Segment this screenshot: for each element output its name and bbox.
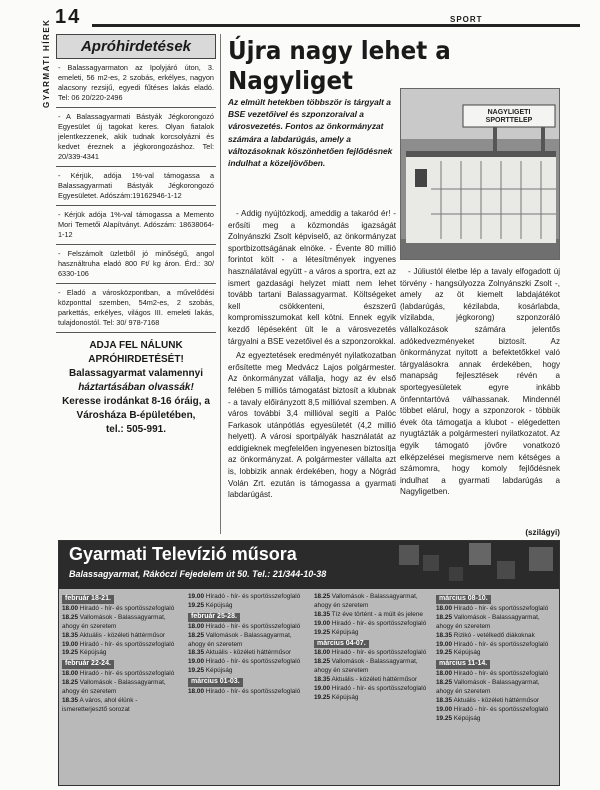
- tv-program-time: 18.25: [314, 593, 330, 600]
- tv-program-title: Híradó - hír- és sportösszefoglaló: [205, 688, 301, 696]
- tv-program-box: [58, 540, 560, 786]
- tv-program-entry: [436, 670, 554, 679]
- tv-program-title: Tíz éve történt - a múlt és jelene: [331, 610, 423, 618]
- tv-program-entry: [436, 649, 554, 658]
- tv-program-entry: [188, 632, 306, 650]
- tv-program-title: Híradó - hír- és sportösszefoglaló: [79, 604, 175, 612]
- tv-program-time: 18.35: [436, 631, 452, 639]
- tv-date-range: március 11-14.: [436, 660, 490, 669]
- tv-program-entry: [188, 593, 306, 602]
- tv-program-title: Vallomások - Balassagyarmat, ahogy én szeretem: [314, 593, 418, 609]
- tv-program-entry: [314, 676, 432, 685]
- tv-program-entry: [314, 685, 432, 694]
- ads-list: [56, 59, 216, 333]
- section-label: SPORT: [450, 15, 483, 24]
- tv-program-time: 18.25: [436, 679, 452, 687]
- tv-date-range: március 04-07.: [314, 640, 369, 649]
- tv-program-title: Vallomások - Balassagyarmat, ahogy én szeretem: [436, 679, 540, 696]
- tv-program-time: 19.00: [62, 640, 78, 648]
- tv-program-entry: [62, 649, 180, 658]
- tv-schedule-column: [188, 593, 306, 697]
- tv-date-range: február 25-28.: [188, 613, 240, 622]
- tv-program-time: 19.00: [436, 705, 452, 713]
- tv-program-time: 18.00: [62, 670, 78, 678]
- tv-program-title: Vallomások - Balassagyarmat, ahogy én szeretem: [436, 613, 540, 630]
- article-headline: Újra nagy lehet a Nagyliget: [228, 36, 451, 95]
- tv-program-entry: [436, 715, 554, 724]
- tv-program-title: Képújság: [331, 693, 359, 701]
- tv-program-time: 18.25: [436, 613, 452, 621]
- tv-program-title: Híradó - hír- és sportösszefoglaló: [453, 640, 549, 648]
- tv-program-title: Képújság: [205, 667, 233, 675]
- ads-promo: [56, 333, 216, 443]
- tv-program-title: Aktuális - közéleti háttérműsor: [453, 696, 540, 704]
- tv-program-time: 19.25: [188, 601, 204, 609]
- classified-ad: - Balassagyarmaton az Ipolyjáró úton, 3. emeleti, 56 m2-es, 2 szobás, erkélyes, nagyon alacsony rezsijű, egyedi fűtéses lakás eladó. Tel: 06 20/220-2496: [56, 59, 216, 108]
- article-byline: (szilágyi): [525, 528, 560, 537]
- ads-column: [56, 34, 216, 443]
- tv-program-time: 19.25: [188, 667, 204, 675]
- stadium-sign: NAGYLIGETI SPORTTELEP: [485, 109, 533, 124]
- tv-program-entry: [314, 611, 432, 620]
- tv-program-title: Vallomások - Balassagyarmat, ahogy én szeretem: [62, 679, 166, 696]
- tv-date-range: február 18-21.: [62, 595, 114, 604]
- tv-program-time: 18.35: [62, 696, 78, 704]
- tv-program-time: 18.25: [62, 613, 78, 621]
- tv-program-time: 19.25: [62, 649, 78, 657]
- tv-program-title: Képújság: [205, 601, 233, 609]
- side-label: GYARMATI HÍREK: [42, 18, 51, 108]
- tv-program-title: Vallomások - Balassagyarmat, ahogy én szeretem: [62, 613, 166, 630]
- tv-program-time: 19.00: [436, 640, 452, 648]
- tv-program-title: Aktuális - közéleti háttérműsor: [331, 676, 418, 684]
- tv-program-time: 18.25: [314, 658, 330, 666]
- tv-program-title: Híradó - hír- és sportösszefoglaló: [453, 705, 549, 713]
- tv-program-title: Híradó - hír- és sportösszefoglaló: [79, 640, 175, 648]
- tv-program-time: 19.00: [188, 658, 204, 666]
- stadium-photo: [400, 88, 560, 260]
- tv-program-entry: [436, 605, 554, 614]
- tv-program-title: Rizikó - vetélkedő diákoknak: [453, 631, 535, 639]
- tv-program-title: Híradó - hír- és sportösszefoglaló: [331, 685, 427, 693]
- tv-date-range: március 01-03.: [188, 678, 243, 687]
- tv-program-time: 19.25: [314, 628, 330, 636]
- tv-program-time: 19.00: [314, 619, 330, 627]
- tv-program-time: 19.25: [314, 693, 330, 701]
- tv-program-entry: [188, 602, 306, 611]
- tv-program-entry: [314, 658, 432, 676]
- tv-program-time: 18.00: [62, 604, 78, 612]
- tv-program-entry: [314, 593, 432, 611]
- tv-schedule-column: [314, 593, 432, 703]
- article-paragraph: - Addig nyújtózkodj, ameddig a takaród ér! - erősíti meg a közmondás igazságát Zolnyánszki Zsolt képviselő, az önkormányzat sportbizottságának elnöke. - Évente 80 millió forintot költ - a létesítmények ingyenes használatával együtt - a város a sportra, ezt az ismert gazdasági helyzet miatt nem lehet tovább tartani Balassagyarmat. Költségeket kell csökkenteni, észszerű kompromisszumokat kell kötni. Ennek egyik kezdő lépéseként ült le a városvezetés tárgyalni a BSE vezetőivel és a szponzorokkal.: [228, 209, 396, 346]
- tv-program-time: 18.25: [62, 679, 78, 687]
- tv-program-entry: [188, 623, 306, 632]
- tv-program-time: 18.25: [188, 631, 204, 639]
- tv-program-title: Képújság: [331, 628, 359, 636]
- tv-program-time: 19.00: [188, 593, 204, 600]
- promo-line-3: háztartásában olvassák!: [78, 382, 194, 393]
- tv-program-title: Képújság: [453, 649, 481, 657]
- tv-program-entry: [436, 706, 554, 715]
- tv-program-time: 18.00: [436, 604, 452, 612]
- tv-program-title: Aktuális - közéleti háttérműsor: [79, 631, 166, 639]
- tv-address: Balassagyarmat, Rákóczi Fejedelem út 50. Tel.: 21/344-10-38: [69, 569, 327, 579]
- tv-program-time: 19.00: [314, 685, 330, 693]
- article-column-1: [228, 208, 396, 501]
- tv-date-range: február 22-24.: [62, 660, 114, 669]
- tv-program-time: 18.00: [436, 670, 452, 678]
- tv-program-entry: [62, 641, 180, 650]
- tv-program-time: 18.35: [314, 610, 330, 618]
- article-column-2: [400, 266, 560, 498]
- tv-program-time: 18.00: [314, 649, 330, 657]
- tv-program-entry: [436, 632, 554, 641]
- classified-ad: - Eladó a városközpontban, a művelődési központtal szemben, 54m2-es, 2 szobás, parkettás, erkélyes, világos III. emeleti lakás, tulajdonostól. Tel: 30/ 978-7168: [56, 284, 216, 333]
- tv-program-title: Képújság: [453, 714, 481, 722]
- tv-program-entry: [436, 614, 554, 632]
- tv-program-title: Aktuális - közéleti háttérműsor: [205, 649, 292, 657]
- tv-program-entry: [188, 667, 306, 676]
- tv-program-entry: [62, 670, 180, 679]
- tv-program-title: Híradó - hír- és sportösszefoglaló: [205, 658, 301, 666]
- classified-ad: - Felszámolt üzletből jó minőségű, angol használtruha eladó 800 Ft/ kg áron. Érd.: 30/ 6330-106: [56, 245, 216, 284]
- promo-line-4: Keresse irodánkat 8-16 óráig, a Városháza B-épületében,: [62, 396, 210, 421]
- page-number: 14: [55, 6, 82, 28]
- tv-program-entry: [62, 697, 180, 715]
- tv-program-time: 18.35: [436, 696, 452, 704]
- tv-program-time: 18.35: [188, 649, 204, 657]
- article-lead: Az elmúlt hetekben többször is tárgyalt a BSE vezetőivel és szponzoraival a városvezetés. Fontos az önkormányzat számára a labdarúgás, amely a változásoknak köszönhetően fejlődésnek indulhat a közeljövőben.: [228, 97, 393, 169]
- tv-program-entry: [436, 641, 554, 650]
- tv-program-title: Híradó - hír- és sportösszefoglaló: [453, 604, 549, 612]
- promo-line-5: tel.: 505-991.: [105, 424, 167, 435]
- classified-ad: - A Balassagyarmati Bástyák Jégkorongozó Egyesület új tagokat keres. Olyan fiatalok jelentkezzenek, akik tudnak korcsolyázni és kedvet éreznek a jégkorongozáshoz. Tel: 20/339-4341: [56, 108, 216, 167]
- tv-program-title: Híradó - hír- és sportösszefoglaló: [205, 622, 301, 630]
- promo-line-1: ADJA FEL NÁLUNK APRÓHIRDETÉSÉT!: [88, 340, 184, 365]
- tv-program-time: 18.35: [314, 676, 330, 684]
- promo-line-2: Balassagyarmat valamennyi: [69, 368, 203, 379]
- tv-program-entry: [314, 694, 432, 703]
- tv-program-time: 18.00: [188, 622, 204, 630]
- tv-program-title: Híradó - hír- és sportösszefoglaló: [79, 670, 175, 678]
- tv-program-title: A város, ahol élünk - ismeretterjesztő sorozat: [62, 696, 138, 713]
- tv-program-entry: [62, 605, 180, 614]
- tv-program-entry: [62, 614, 180, 632]
- article-paragraph: Az egyeztetések eredményét nyilatkozatban erősítette meg Medvácz Lajos polgármester. Az önkormányzat vállalja, hogy az év első felében 5 milliós támogatást biztosít a klubnak - a tavaly előirányzott 8,5 millióval szemben. A város további 3,4 millióval segíti a Palóc Farkasok utánpótlás egyesületét (4,2 millió helyett). A városi sportpályák használatát az eddigieknek megfelelően ingyenesen biztosítja az önkormányzat. A polgármester vállalta azt is, lobbizik annak érdekében, hogy a Nógrád Volán Zrt. ezután is támogassa a gyarmati labdarúgást.: [228, 351, 396, 500]
- tv-program-time: 18.00: [188, 688, 204, 696]
- ads-title: Apróhirdetések: [56, 34, 216, 59]
- tv-program-title: Vallomások - Balassagyarmat, ahogy én szeretem: [188, 631, 292, 648]
- column-divider: [220, 34, 221, 534]
- tv-program-entry: [314, 629, 432, 638]
- tv-program-time: 18.35: [62, 631, 78, 639]
- classified-ad: - Kérjük adója 1%-val támogassa a Memento Mori Temetői Alapítványt. Adószám: 18638064-1-12: [56, 206, 216, 245]
- tv-program-entry: [188, 688, 306, 697]
- tv-program-entry: [314, 649, 432, 658]
- tv-title: Gyarmati Televízió műsora: [69, 544, 297, 564]
- tv-program-entry: [436, 697, 554, 706]
- tv-date-range: március 08-10.: [436, 595, 491, 604]
- tv-program-time: 19.25: [436, 649, 452, 657]
- tv-program-title: Híradó - hír- és sportösszefoglaló: [453, 670, 549, 678]
- tv-program-entry: [314, 620, 432, 629]
- tv-program-entry: [188, 658, 306, 667]
- top-rule: [92, 24, 580, 27]
- tv-program-title: Híradó - hír- és sportösszefoglaló: [331, 619, 427, 627]
- tv-header: [59, 541, 559, 589]
- decorative-squares-icon: [389, 541, 559, 589]
- classified-ad: - Kérjük, adója 1%-val támogassa a Balassagyarmati Bástyák Jégkorongozó Egyesületet. Adószám:19162946-1-12: [56, 167, 216, 206]
- tv-schedule-column: [62, 593, 180, 715]
- tv-program-title: Vallomások - Balassagyarmat, ahogy én szeretem: [314, 658, 418, 675]
- tv-program-title: Híradó - hír- és sportösszefoglaló: [331, 649, 427, 657]
- tv-program-title: Képújság: [79, 649, 107, 657]
- tv-program-entry: [188, 649, 306, 658]
- tv-program-entry: [436, 679, 554, 697]
- tv-program-entry: [62, 632, 180, 641]
- tv-program-title: Híradó - hír- és sportösszefoglaló: [205, 593, 301, 600]
- tv-program-time: 19.25: [436, 714, 452, 722]
- tv-schedule-column: [436, 593, 554, 724]
- article-paragraph: - Júliustól életbe lép a tavaly elfogadott új törvény - hangsúlyozza Zolnyánszki Zsolt -, amely az öt kiemelt labdajátékot (labdarúgás, kézilabda, kosárlabda, vízilabda, jégkorong) szponzoráló vállalkozások számára jelentős adókedvezményeket biztosít. Az önkormányzat nyitott a befektetőkkel való tárgyalásokra annak érdekében, hogy manapság fejlesztések révén a sportegyesületek egyre inkább önfenntartóvá válhassanak. Mindennél többet elárul, hogy a szponzorok - többük évek óta támogatja a klubot - elégedetten nyugtázták a polgármesteri nyilatkozatot. Az egyik támogató jövőre vonatkozó elképzelései megismerve nem kétséges a számomra, hogy komoly fejlődésnek indulhat a gyarmati labdarúgás a Nagyligetben.: [400, 267, 560, 497]
- tv-program-entry: [62, 679, 180, 697]
